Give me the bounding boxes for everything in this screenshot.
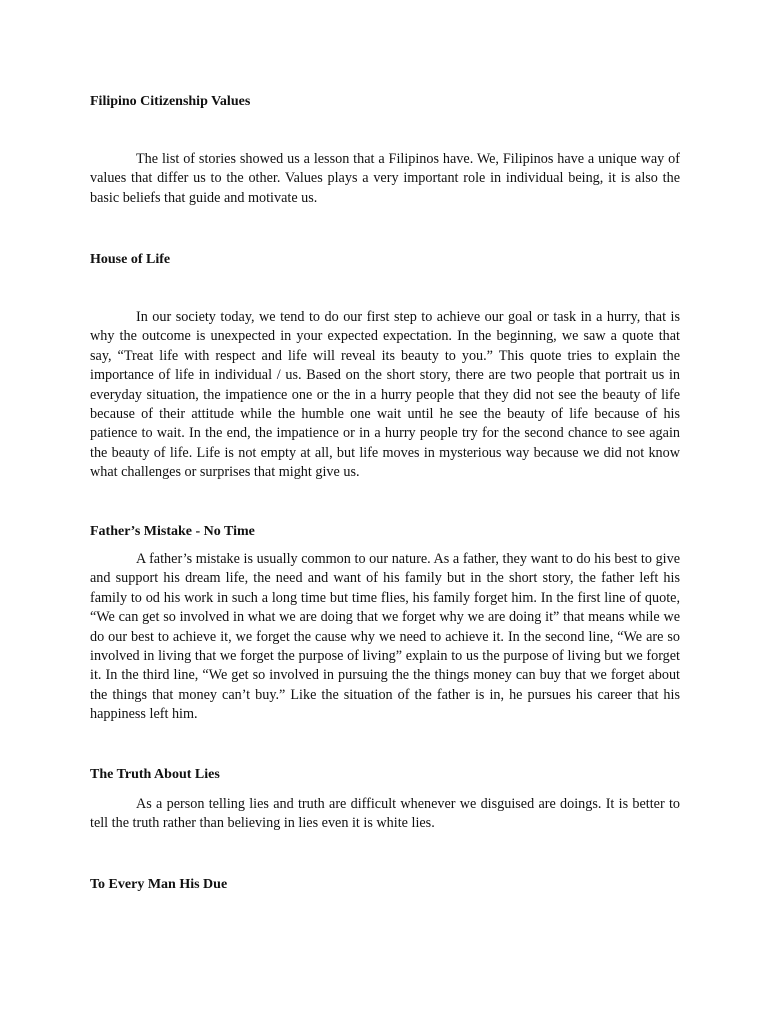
section-paragraph: As a person telling lies and truth are difficult whenever we disguised are doings. It is better to tell the truth rather than believing in lies even it is white lies. (90, 796, 680, 832)
section-paragraph: The list of stories showed us a lesson that a Filipinos have. We, Filipinos have a unique way of values that differ us to the other. Values plays a very important role in individual being, it is also the basic beliefs that guide and motivate us. (90, 151, 680, 206)
section-paragraph: A father’s mistake is usually common to our nature. As a father, they want to do his best to give and support his dream life, the need and want of his family but in the short story, the father left his family to od his work in such a long time but time flies, his family forget him. In the first line of quote, “We can get so involved in what we are doing that we forget why we are doing it” that means while we do our best to achieve it, we forget the cause why we need to achieve it. In the second line, “We are so involved in living that we forget the purpose of living” explain to us the purpose of living but we forget it. In the third line, “We get so involved in pursuing the the things money can buy that we forget about the things that money can’t buy.” Like the situation of the father is in, he pursues his career that his happiness left him. (90, 551, 680, 723)
section-heading: Father’s Mistake - No Time (90, 524, 255, 539)
section-heading: House of Life (90, 252, 171, 267)
section-heading: The Truth About Lies (90, 767, 220, 782)
section-heading: To Every Man His Due (90, 877, 228, 892)
section-heading: Filipino Citizenship Values (90, 94, 251, 109)
section-paragraph: In our society today, we tend to do our first step to achieve our goal or task in a hurry, that is why the outcome is unexpected in your expected expectation. In the beginning, we saw a quote that say, “Treat life with respect and life will reveal its beauty to you.” This quote tries to explain the importance of life in individual / us. Based on the short story, there are two people that portrait us in everyday situation, the impatience one or the in a hurry people that they did not see the beauty of life because of their attitude while the humble one wait until he see the beauty of life because of his patience to wait. In the end, the impatience or in a hurry people try for the second chance to see again the beauty of life. Life is not empty at all, but life moves in mysterious way because we did not know what challenges or surprises that might give us. (90, 309, 680, 481)
